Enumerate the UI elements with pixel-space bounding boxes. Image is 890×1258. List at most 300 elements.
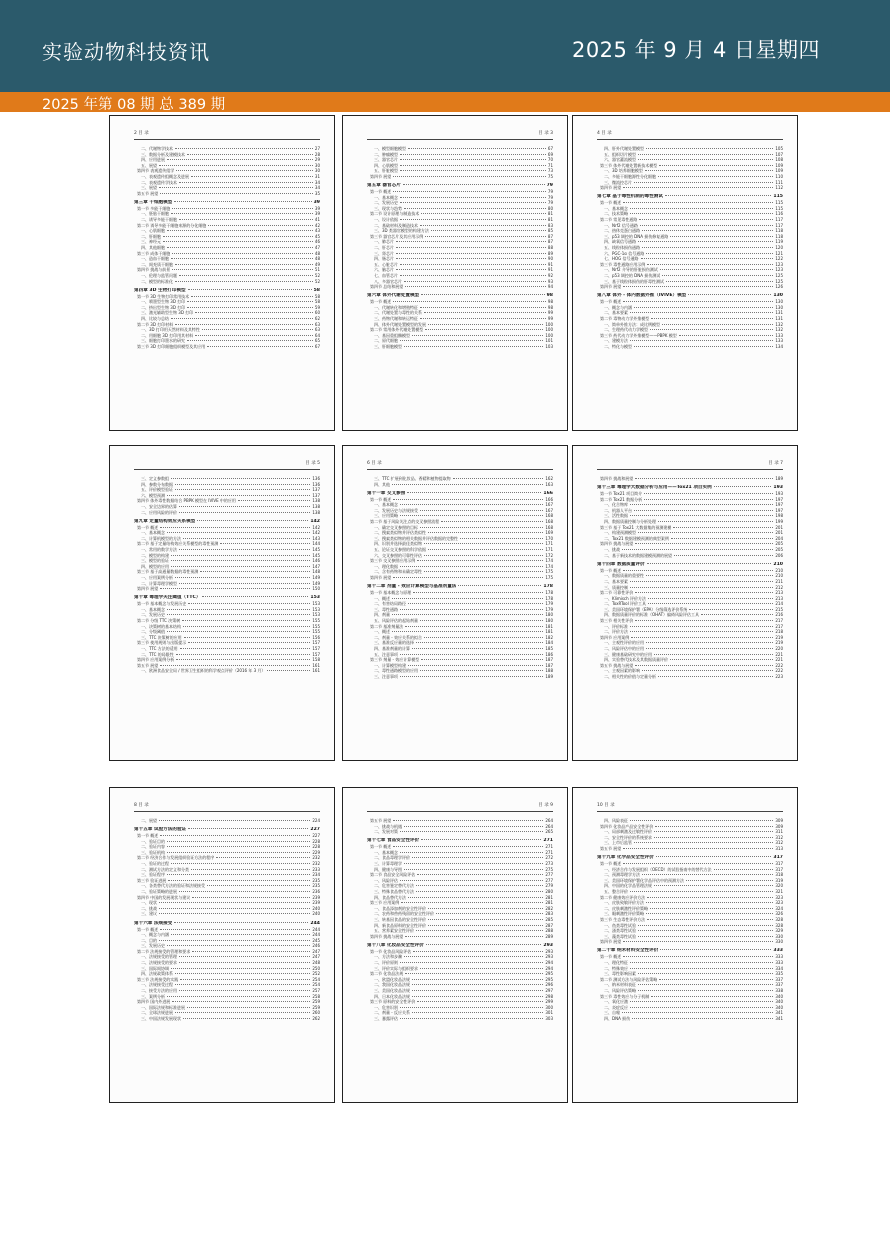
toc-leader-dots <box>416 885 543 886</box>
toc-page-number: 115 <box>773 194 783 200</box>
toc-entry-title: 一、概念与内涵 <box>604 304 632 310</box>
toc-page-number: 112 <box>775 185 783 191</box>
toc-entry-title: 第三节 使用规则与出版提示 <box>137 640 187 646</box>
toc-entry-title: 第一节 概述 <box>137 926 159 932</box>
toc-leader-dots <box>644 499 773 500</box>
toc-entry-title: 二、挤出型生物 3D 打印 <box>141 304 186 310</box>
toc-page-number: 99 <box>547 316 553 322</box>
publication-title: 实验动物科技资讯 <box>42 40 210 64</box>
toc-page-number: 85 <box>547 228 553 234</box>
toc-leader-dots <box>417 560 543 561</box>
toc-entry-title: 第三节 应用案例 <box>370 900 400 906</box>
toc-page-number: 335 <box>775 971 783 977</box>
toc-entry-title: 第三节 毒性效应与分子机制 <box>600 993 650 999</box>
toc-entry-title: 第三节 剂量 - 效应计算模型 <box>370 657 420 663</box>
toc-page-number: 283 <box>545 911 553 917</box>
toc-leader-dots <box>634 510 773 511</box>
toc-item <box>597 674 783 680</box>
toc-leader-dots <box>159 820 310 821</box>
toc-page-number: 333 <box>773 948 783 954</box>
toc-entry-title: 二、原代细胞 <box>374 338 398 344</box>
toc-leader-dots <box>160 193 313 194</box>
toc-page-number: 248 <box>312 960 320 966</box>
toc-leader-dots <box>646 575 773 576</box>
toc-entry-title: 二、我国化妆品法规 <box>374 982 410 988</box>
toc-leader-dots <box>425 329 543 330</box>
toc-item <box>597 1016 783 1022</box>
toc-leader-dots <box>167 631 310 632</box>
toc-entry-title: 三、现状与趋势 <box>374 205 402 211</box>
toc-entry-title: 二、发展对策 <box>374 829 398 835</box>
toc-entry-title: 第四节 表观遗传组学 <box>137 168 175 174</box>
toc-section <box>134 191 320 197</box>
toc-page-number: 212 <box>775 584 783 590</box>
toc-entry-title: 第三节 药代动力学外推模型——PBPK 模型 <box>600 332 677 338</box>
toc-page-number: 94 <box>547 284 553 290</box>
toc-page-number: 245 <box>312 937 320 943</box>
toc-leader-dots <box>267 670 310 671</box>
toc-leader-dots <box>171 566 310 567</box>
toc-leader-dots <box>662 324 773 325</box>
toc-leader-dots <box>400 219 546 220</box>
toc-page-number: 239 <box>312 900 320 906</box>
toc-page-number: 204 <box>775 535 783 541</box>
toc-entry-title: 五、风险评估的起始剂量 <box>374 618 418 624</box>
toc-page-number: 75 <box>547 173 553 179</box>
toc-leader-dots <box>216 857 310 858</box>
toc-page-number: 157 <box>312 640 320 646</box>
toc-page-number: 235 <box>312 883 320 889</box>
toc-page-number: 223 <box>775 674 783 679</box>
toc-leader-dots <box>167 874 310 875</box>
toc-leader-dots <box>420 318 546 319</box>
toc-leader-dots <box>460 538 543 539</box>
toc-page-number: 180 <box>545 618 553 624</box>
toc-entry-title: 第四节 应用案例分析 <box>137 657 175 663</box>
toc-entry-title: 第九章 定量结构效应关系模型 <box>134 518 196 524</box>
toc-entry-title: 第五节 挑战与展望 <box>600 662 634 668</box>
toc-entry-title: 一、纳米材料表征 <box>604 982 636 988</box>
toc-leader-dots <box>420 307 546 308</box>
toc-leader-dots <box>647 264 773 265</box>
page-running-head <box>134 128 320 140</box>
toc-entry-title: 第四节 展望 <box>600 185 622 191</box>
toc-leader-dots <box>176 170 313 171</box>
toc-entry-title: 三、TTC 扩展到化妆品、香精和植物提取物 <box>374 476 451 481</box>
toc-leader-dots <box>623 956 773 957</box>
toc-leader-dots <box>400 880 543 881</box>
toc-entry-title: 三、展望 <box>141 185 157 191</box>
toc-entry-title: 二、特化与模型 <box>604 344 632 349</box>
toc-page-number: 30 <box>314 168 320 174</box>
toc-entry-title: 第三节 基于 Tox21 大数据集的预测建模 <box>600 524 672 530</box>
toc-leader-dots <box>638 930 773 931</box>
toc-page-number: 142 <box>312 530 320 536</box>
toc-entry-title: 二、代谢处置与毒性的关系 <box>374 310 422 316</box>
toc-page-number: 157 <box>312 651 320 657</box>
toc-entry-title: 三、药物代谢和转运特征 <box>374 316 418 322</box>
toc-item <box>597 344 783 350</box>
toc-item <box>134 510 320 516</box>
toc-leader-dots <box>171 213 313 214</box>
toc-page-number: 247 <box>312 948 320 954</box>
toc-leader-dots <box>412 857 543 858</box>
toc-leader-dots <box>159 902 310 903</box>
toc-leader-dots <box>642 670 773 671</box>
toc-leader-dots <box>714 869 774 870</box>
toc-leader-dots <box>421 294 544 295</box>
toc-entry-title: 第一节 概述 <box>137 524 159 530</box>
toc-page-number: 197 <box>775 502 783 508</box>
toc-page-number: 215 <box>775 606 783 612</box>
toc-leader-dots <box>167 945 310 946</box>
toc-page-number: 59 <box>314 304 320 310</box>
toc-leader-dots <box>648 603 773 604</box>
toc-page-number: 69 <box>547 151 553 157</box>
toc-page-number: 109 <box>775 162 783 168</box>
toc-page-number: 39 <box>313 199 320 205</box>
toc-leader-dots <box>191 869 310 870</box>
toc-page-number: 240 <box>312 905 320 911</box>
toc-entry-title: 第二节 基于定量结构效应关系模型的毒性预测 <box>137 541 219 547</box>
toc-leader-dots <box>647 919 773 920</box>
toc-item <box>597 553 783 559</box>
toc-page-number: 210 <box>773 561 783 567</box>
toc-page-number: 91 <box>547 267 553 273</box>
toc-leader-dots <box>393 301 546 302</box>
toc-entry-title: 二、表观遗传学技术 <box>141 179 177 185</box>
toc-entry-title: 三、毒性影响因素 <box>604 971 636 977</box>
toc-page-number: 167 <box>545 507 553 513</box>
toc-leader-dots <box>202 329 313 330</box>
toc-page-number: 144 <box>312 541 320 547</box>
toc-entry-title: 第五节 展望 <box>370 818 392 823</box>
toc-entry-title: 二、毒性通路模型的应用 <box>374 668 418 674</box>
toc-entry-title: 第一节 概述 <box>600 954 622 960</box>
toc-leader-dots <box>635 620 773 621</box>
toc-page-number: 197 <box>775 507 783 513</box>
toc-page-number: 277 <box>545 877 553 883</box>
toc-page-number: 244 <box>312 926 320 932</box>
toc-page-number: 122 <box>775 256 783 262</box>
issue-number: 2025 年第 08 期 总 389 期 <box>42 97 226 113</box>
toc-page-number: 153 <box>310 595 320 601</box>
page-head-text: 目 录 9 <box>538 803 553 808</box>
toc-entry-title: 第十四章 数据质量评价 <box>597 561 645 567</box>
toc-page-number: 153 <box>312 606 320 612</box>
toc-leader-dots <box>183 1018 310 1019</box>
toc-page-number: 169 <box>545 530 553 536</box>
toc-leader-dots <box>405 973 543 974</box>
toc-entry-title: 第十八章 化妆品安全性评价 <box>367 942 424 948</box>
toc-entry-title: 一、方法和步骤 <box>374 954 402 960</box>
toc-entry-title: 第一节 概述 <box>600 861 622 867</box>
toc-page-number: 132 <box>775 321 783 327</box>
toc-page-number: 92 <box>547 272 553 278</box>
toc-entry-title: 二、热休克蛋白通路 <box>604 228 640 234</box>
toc-page-number: 101 <box>545 338 553 344</box>
toc-entry-title: 四、比较与总结 <box>141 316 169 322</box>
page-head-text: 4 目 录 <box>597 131 612 136</box>
toc-entry-title: 一、构建预测模型 <box>604 530 636 536</box>
toc-leader-dots <box>417 874 543 875</box>
toc-leader-dots <box>714 486 772 487</box>
toc-entry-title: 第四节 挑战与前景 <box>137 267 171 273</box>
toc-entry-title: 一、法规接受过程 <box>141 982 173 988</box>
toc-leader-dots <box>634 182 773 183</box>
toc-page-number: 146 <box>312 558 320 564</box>
toc-leader-dots <box>424 555 543 556</box>
toc-item <box>134 911 320 917</box>
toc-entry-title: 一、3D 培养细胞模型 <box>604 168 643 174</box>
toc-entry-title: 二、Tox21 数据建模预测的典型案例 <box>604 535 669 541</box>
page-running-head <box>597 128 783 140</box>
toc-page-number: 171 <box>545 541 553 547</box>
toc-leader-dots <box>404 208 546 209</box>
toc-page-number: 155 <box>312 623 320 629</box>
toc-leader-dots <box>420 968 543 969</box>
toc-leader-dots <box>167 247 313 248</box>
toc-entry-title: 一、胚胎干细胞 <box>141 211 169 217</box>
toc-leader-dots <box>630 631 773 632</box>
toc-leader-dots <box>623 848 773 849</box>
toc-item <box>367 674 553 680</box>
toc-page-number: 64 <box>314 332 320 338</box>
toc-leader-dots <box>634 842 773 843</box>
toc-page-number: 217 <box>775 623 783 629</box>
toc-entry-title: 第四节 展望 <box>370 575 392 580</box>
toc-leader-dots <box>420 225 546 226</box>
toc-entry-title: 第七章 基于毒性机制的毒性测试 <box>597 194 663 200</box>
toc-leader-dots <box>654 654 773 655</box>
toc-leader-dots <box>172 1001 310 1002</box>
toc-entry-title: 二、风险评估策略 <box>604 988 636 994</box>
toc-entry-title: 二、基础材料及制造技术 <box>374 222 418 228</box>
toc-page-number: 236 <box>312 889 320 895</box>
toc-leader-dots <box>163 241 313 242</box>
toc-entry-title: 五、注意事项 <box>374 651 398 657</box>
toc-page-number: 333 <box>775 954 783 960</box>
toc-page-number: 233 <box>312 866 320 872</box>
toc-entry-title: 二、溞类毒性试验 <box>604 928 636 934</box>
toc-entry-title: 三、发展历史 <box>141 943 165 949</box>
toc-page-number: 201 <box>775 524 783 530</box>
toc-leader-dots <box>634 346 773 347</box>
toc-page-number: 46 <box>314 239 320 245</box>
toc-page-number: 240 <box>312 911 320 917</box>
toc-leader-dots <box>171 555 310 556</box>
toc-leader-dots <box>393 577 543 578</box>
toc-page-number: 93 <box>547 278 553 284</box>
toc-entry-title: 第四节 化妆品产品安全性评价 <box>600 823 654 829</box>
toc-entry-title: 四、法规政策体系 <box>141 971 173 977</box>
toc-entry-title: 三、美国环境保护署化学品评估中的预测方法 <box>604 877 684 883</box>
toc-page-number: 99 <box>547 310 553 316</box>
toc-entry-title: 一、基本概念 <box>374 849 398 855</box>
toc-page-number: 187 <box>545 657 553 663</box>
toc-page-number: 244 <box>312 932 320 938</box>
toc-entry-title: 二、生理药代动力学模型 <box>604 327 648 333</box>
toc-page-number: 206 <box>775 552 783 558</box>
toc-entry-title: 第一节 基本概念与发展历史 <box>137 601 187 607</box>
toc-leader-dots <box>392 631 543 632</box>
toc-page-number: 228 <box>312 844 320 850</box>
toc-page-number: 133 <box>775 338 783 344</box>
toc-leader-dots <box>403 184 545 185</box>
toc-entry-title: 一、主观性评价的应用 <box>604 640 644 646</box>
toc-section <box>134 586 320 592</box>
toc-page-number: 81 <box>547 211 553 217</box>
toc-page-number: 166 <box>545 496 553 502</box>
toc-page-number: 48 <box>314 250 320 256</box>
toc-entry-title: 二、展望 <box>141 818 157 823</box>
toc-entry-title: 第三节 相关性评价 <box>600 618 634 624</box>
toc-page <box>572 445 798 761</box>
toc-page-number: 89 <box>547 250 553 256</box>
toc-leader-dots <box>179 275 313 276</box>
toc-entry-title: 一、基本概念 <box>374 502 398 508</box>
toc-leader-dots <box>632 1018 773 1019</box>
toc-entry-title: 五、整合评价 <box>604 889 628 895</box>
toc-leader-dots <box>392 484 543 485</box>
toc-page-number: 157 <box>312 646 320 652</box>
toc-entry-title: 第二节 诱导多能干细胞来源的分化细胞 <box>137 222 207 228</box>
toc-leader-dots <box>167 495 310 496</box>
toc-leader-dots <box>400 159 546 160</box>
toc-leader-dots <box>425 236 546 237</box>
toc-entry-title: 二、全球法规进展 <box>141 1010 173 1016</box>
page-running-head <box>597 458 783 470</box>
toc-entry-title: 三、眼刺激性评价策略 <box>604 911 644 917</box>
toc-entry-title: 三、注意事项 <box>374 674 398 679</box>
toc-leader-dots <box>179 891 310 892</box>
toc-leader-dots <box>408 665 543 666</box>
toc-section <box>367 934 553 940</box>
toc-page-number: 282 <box>545 905 553 911</box>
toc-page-number: 219 <box>775 640 783 646</box>
toc-entry-title: 一、国际法规和标准进展 <box>141 1004 185 1010</box>
toc-page-number: 83 <box>547 222 553 228</box>
toc-entry-title: 一、肺芯片 <box>374 239 394 245</box>
toc-entry-title: 一、Nrf2 信号通路 <box>604 222 638 228</box>
toc-page-number: 321 <box>775 889 783 895</box>
toc-page-number: 181 <box>545 623 553 629</box>
toc-leader-dots <box>666 281 773 282</box>
toc-page-number: 136 <box>312 481 320 487</box>
toc-page-number: 227 <box>310 827 320 833</box>
toc-page-number: 98 <box>547 304 553 310</box>
toc-entry-title: 三、中国法规发展现状 <box>141 1016 181 1021</box>
toc-leader-dots <box>175 264 313 265</box>
toc-page-number: 134 <box>775 344 783 349</box>
toc-entry-title: 第二节 基准剂量法 <box>370 623 404 629</box>
toc-page-number: 338 <box>775 988 783 994</box>
toc-page-number: 90 <box>547 256 553 262</box>
toc-entry-title: 第二节 经济合作与发展组织验证方法的程序 <box>137 855 215 861</box>
toc-leader-dots <box>428 532 543 533</box>
toc-leader-dots <box>400 197 546 198</box>
toc-leader-dots <box>638 936 773 937</box>
toc-page-number: 317 <box>775 861 783 867</box>
toc-entry-title: 第五节 展望 <box>137 662 159 668</box>
toc-entry-title: 七、血管芯片 <box>374 272 398 278</box>
toc-leader-dots <box>416 891 543 892</box>
toc-page-number: 252 <box>312 971 320 977</box>
toc-leader-dots <box>639 219 773 220</box>
toc-page-number: 110 <box>775 173 783 179</box>
toc-entry-title: 四、食品替代方法 <box>374 894 406 900</box>
toc-page-number: 87 <box>547 233 553 239</box>
toc-leader-dots <box>404 869 543 870</box>
toc-leader-dots <box>623 286 773 287</box>
toc-leader-dots <box>630 820 773 821</box>
toc-page-number: 258 <box>312 993 320 999</box>
toc-page-number: 328 <box>775 922 783 928</box>
toc-leader-dots <box>622 549 773 550</box>
toc-leader-dots <box>188 289 312 290</box>
toc-entry-title: 第一节 概述 <box>370 496 392 502</box>
toc-leader-dots <box>665 195 771 196</box>
toc-entry-title: 三、激光辅助型生物 3D 打印 <box>141 310 194 316</box>
toc-entry-title: 三、模型的验证 <box>141 558 169 564</box>
toc-entry-title: 四、心肌模型 <box>374 162 398 168</box>
toc-leader-dots <box>167 609 310 610</box>
toc-leader-dots <box>638 925 773 926</box>
toc-entry-title: 第三节 3D 打印细胞组织模型及其应用 <box>137 344 206 349</box>
toc-entry-title: 第二节 常用体外代谢处置模型 <box>370 327 424 333</box>
toc-page-number: 52 <box>314 278 320 284</box>
toc-leader-dots <box>686 880 773 881</box>
toc-leader-dots <box>159 940 310 941</box>
toc-page-number: 272 <box>545 855 553 861</box>
toc-entry-title: 第四节 展望 <box>600 284 622 290</box>
toc-leader-dots <box>192 897 310 898</box>
toc-leader-dots <box>638 990 773 991</box>
toc-leader-dots <box>640 225 773 226</box>
toc-leader-dots <box>638 154 773 155</box>
toc-leader-dots <box>187 154 313 155</box>
toc-page-number: 211 <box>775 578 783 584</box>
toc-entry-title: 一、概述 <box>374 595 390 601</box>
toc-page-number: 294 <box>545 960 553 966</box>
toc-page-number: 103 <box>545 344 553 349</box>
toc-page-number: 58 <box>313 287 320 293</box>
toc-page-number: 123 <box>775 261 783 267</box>
toc-entry-title: 三、藻类毒性试验 <box>604 933 636 939</box>
toc-leader-dots <box>424 312 546 313</box>
toc-leader-dots <box>175 489 310 490</box>
toc-page-number: 100 <box>545 327 553 333</box>
toc-leader-dots <box>634 307 773 308</box>
toc-leader-dots <box>623 202 773 203</box>
toc-entry-title: 六、脑芯片 <box>374 267 394 273</box>
toc-entry-title: 二、基本要素 <box>604 578 628 584</box>
toc-page-number: 189 <box>545 674 553 679</box>
toc-page-number: 254 <box>312 982 320 988</box>
toc-page-number: 30 <box>314 162 320 168</box>
toc-entry-title: 第十六章 法规接受 <box>134 920 173 926</box>
toc-entry-title: 第二节 常见毒性通路 <box>600 217 638 223</box>
toc-leader-dots <box>412 335 543 336</box>
toc-section <box>597 846 783 852</box>
toc-page-number: 340 <box>775 999 783 1005</box>
toc-page-number: 132 <box>775 327 783 333</box>
toc-entry-title: 二、相关性的价值与定量分析 <box>604 674 656 679</box>
toc-page-number: 142 <box>312 524 320 530</box>
toc-leader-dots <box>160 929 310 930</box>
toc-page-number: 42 <box>314 222 320 228</box>
toc-entry-title: 一、验证目的 <box>141 838 165 844</box>
